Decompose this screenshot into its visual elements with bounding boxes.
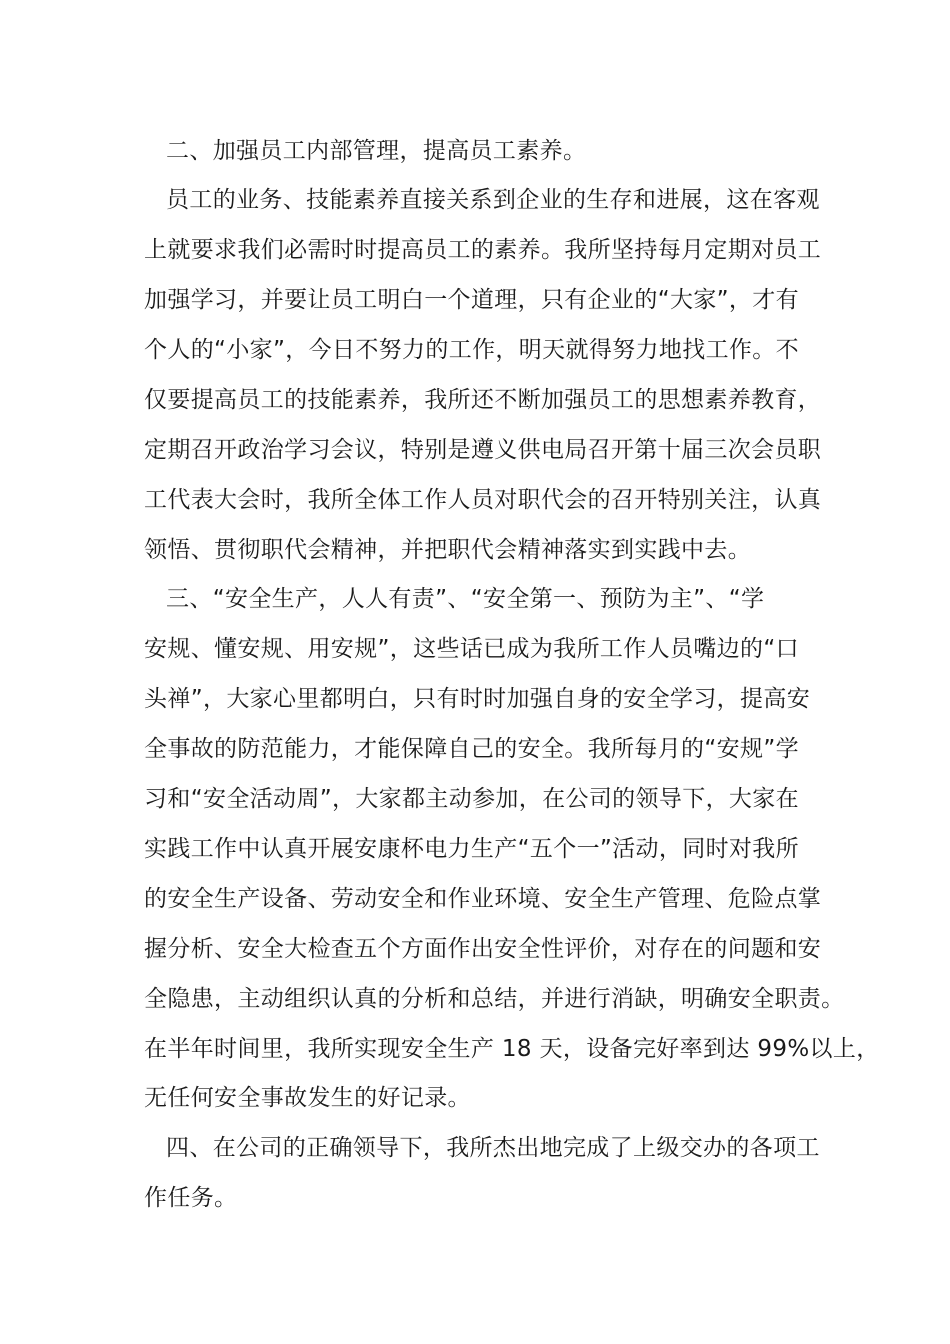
paragraph-line: 安规、懂安规、用安规”，这些话已成为我所工作人员嘴边的“口 <box>144 636 799 662</box>
paragraph-line: 个人的“小家”，今日不努力的工作，明天就得努力地找工作。不 <box>144 337 799 363</box>
paragraph-line: 在半年时间里，我所实现安全生产 18 天，设备完好率到达 99%以上， <box>144 1036 880 1062</box>
paragraph-line: 习和“安全活动周”，大家都主动参加，在公司的领导下，大家在 <box>144 786 799 812</box>
paragraph-line: 员工的业务、技能素养直接关系到企业的生存和进展，这在客观 <box>166 187 820 213</box>
paragraph-line: 的安全生产设备、劳动安全和作业环境、安全生产管理、危险点掌 <box>144 886 822 912</box>
paragraph-line: 加强学习，并要让员工明白一个道理，只有企业的“大家”，才有 <box>144 287 799 313</box>
paragraph-line: 全隐患，主动组织认真的分析和总结，并进行消缺，明确安全职责。 <box>144 986 845 1012</box>
paragraph-line: 领悟、贯彻职代会精神，并把职代会精神落实到实践中去。 <box>144 537 752 563</box>
paragraph-line: 工代表大会时，我所全体工作人员对职代会的召开特别关注，认真 <box>144 487 822 513</box>
heading-section-4: 四、在公司的正确领导下，我所杰出地完成了上级交办的各项工 <box>166 1135 820 1161</box>
paragraph-line: 全事故的防范能力，才能保障自己的安全。我所每月的“安规”学 <box>144 736 799 762</box>
paragraph-line: 上就要求我们必需时时提高员工的素养。我所坚持每月定期对员工 <box>144 237 822 263</box>
paragraph-line: 头禅”，大家心里都明白，只有时时加强自身的安全学习，提高安 <box>144 686 811 712</box>
paragraph-line: 无任何安全事故发生的好记录。 <box>144 1085 471 1111</box>
paragraph-line: 定期召开政治学习会议，特别是遵义供电局召开第十届三次会员职 <box>144 437 822 463</box>
heading-section-2: 二、加强员工内部管理，提高员工素养。 <box>166 138 587 164</box>
heading-section-3: 三、“安全生产，人人有责”、“安全第一、预防为主”、“学 <box>166 586 765 612</box>
paragraph-line: 实践工作中认真开展安康杯电力生产“五个一”活动，同时对我所 <box>144 836 799 862</box>
paragraph-line: 仅要提高员工的技能素养，我所还不断加强员工的思想素养教育， <box>144 387 822 413</box>
paragraph-line: 作任务。 <box>144 1185 238 1211</box>
paragraph-line: 握分析、安全大检查五个方面作出安全性评价，对存在的问题和安 <box>144 936 822 962</box>
